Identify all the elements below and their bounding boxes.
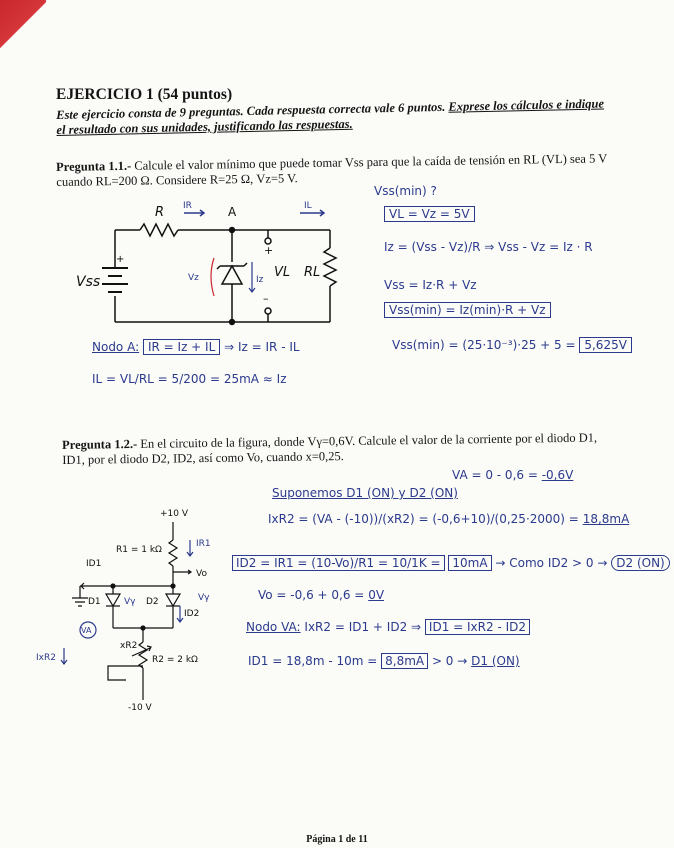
hw-nodo-va-eq: IxR2 = ID1 + ID2 ⇒ — [304, 620, 422, 634]
hw-id2-value: 10mA — [448, 555, 491, 571]
question-1-2-text: En el circuito de la figura, donde Vγ=0,6V. Calcule el valor de la corriente por el diodo D1, ID1, por el diodo D2, ID2, así como Vo, cuando x=0,25. — [62, 430, 598, 467]
label-va: VA — [81, 626, 92, 635]
diode-d1 — [106, 594, 120, 606]
hw-nodo-a-rest: ⇒ Iz = IR - IL — [224, 340, 300, 354]
label-ir: IR — [183, 201, 192, 211]
label-vo: Vo — [196, 569, 207, 579]
hw-ixr2 — [268, 512, 629, 526]
label-r1: R1 = 1 kΩ — [116, 545, 162, 555]
label-vz: Vz — [188, 273, 199, 283]
hw-vss-min-eq: Vss(min) = Iz(min)·R + Vz — [384, 302, 551, 318]
question-1-2-label: Pregunta 1.2.- — [62, 436, 138, 452]
label-id2: ID2 — [184, 609, 200, 619]
label-a: A — [228, 205, 237, 219]
hw-d2-on: D2 (ON) — [611, 555, 669, 571]
circuit-1 — [102, 210, 336, 325]
label-minus-bottom: – — [263, 292, 269, 305]
resistor-r1 — [169, 540, 177, 566]
hw-id1-value: 8,8mA — [381, 653, 428, 669]
hw-vo — [258, 588, 384, 602]
hw-va — [452, 468, 573, 482]
label-minus-10v: -10 V — [128, 703, 152, 713]
intro-underlined: Exprese los cálculos e indique el resultado con sus unidades, justificando las respuestas. — [56, 96, 605, 137]
label-vgamma-2: Vγ — [198, 593, 210, 603]
hw-nodo-a-label: Nodo A: — [92, 340, 140, 354]
diode-d2 — [166, 594, 180, 606]
hw-vo-eq: Vo = -0,6 + 0,6 = — [258, 588, 365, 602]
hw-id2-eq: ID2 = IR1 = (10-Vo)/R1 = 10/1K = — [232, 555, 445, 571]
exercise-title: EJERCICIO 1 (54 puntos) — [56, 86, 233, 103]
zener-diode — [222, 266, 242, 284]
resistor-r — [140, 224, 178, 236]
question-1-1-text: Calcule el valor mínimo que puede tomar Vss para que la caída de tensión en RL (VL) sea 5 V cuando RL=200 Ω. Considere R=25 Ω, Vz=5 V. — [56, 151, 608, 189]
hw-id2-rest: → Como ID2 > 0 → — [495, 556, 608, 570]
hw-id2 — [232, 556, 670, 570]
hw-nodo-va-label: Nodo VA: — [246, 620, 301, 634]
label-iz: Iz — [256, 275, 264, 285]
hw-nodo-a — [92, 340, 300, 354]
intro-plain: Este ejercicio consta de 9 preguntas. Cada respuesta correcta vale 6 puntos. — [56, 99, 446, 122]
hw-vss-eq: Vss = Iz·R + Vz — [384, 278, 477, 292]
hw-nodo-va — [246, 620, 530, 634]
question-1-1-label: Pregunta 1.1.- — [56, 158, 132, 174]
label-ixr2: IxR2 — [36, 653, 56, 663]
resistor-r2 — [139, 642, 147, 668]
hw-vss-value: 5,625V — [579, 337, 632, 353]
hw-supon: Suponemos D1 (ON) y D2 (ON) — [272, 486, 458, 500]
label-vgamma-1: Vγ — [124, 597, 136, 607]
hw-va-eq: VA = 0 - 0,6 = — [452, 468, 538, 482]
label-ir1: IR1 — [196, 539, 211, 549]
hw-d1-on: D1 (ON) — [471, 654, 520, 668]
label-plus-10v: +10 V — [160, 509, 189, 519]
resistor-rl — [324, 248, 336, 286]
label-vl: VL — [274, 265, 291, 280]
label-d2: D2 — [146, 597, 159, 607]
hw-vo-value: 0V — [368, 588, 385, 602]
hw-id1-box: ID1 = IxR2 - ID2 — [425, 619, 530, 635]
hw-vl-eq: VL = Vz = 5V — [384, 206, 475, 222]
label-plus-src: + — [116, 254, 125, 265]
label-d1: D1 — [88, 597, 101, 607]
hw-vss-result-text: Vss(min) = (25·10⁻³)·25 + 5 = — [392, 338, 576, 352]
label-r: R — [155, 205, 165, 220]
label-vss: Vss — [76, 274, 101, 290]
label-id1: ID1 — [86, 559, 102, 569]
hw-ixr2-eq: IxR2 = (VA - (-10))/(xR2) = (-0,6+10)/(0,25·2000) = — [268, 512, 579, 526]
label-xr2: xR2 — [120, 641, 138, 651]
label-r2: R2 = 2 kΩ — [152, 655, 198, 665]
hw-vss-result — [392, 338, 632, 352]
label-plus-top: + — [264, 244, 274, 257]
label-rl: RL — [304, 265, 321, 280]
label-il: IL — [304, 201, 312, 211]
hw-va-value: -0,6V — [541, 468, 574, 482]
hw-iz-eq: Iz = (Vss - Vz)/R ⇒ Vss - Vz = Iz · R — [384, 240, 593, 254]
hw-vss-min: Vss(min) ? — [374, 184, 437, 198]
hw-id1-eq: ID1 = 18,8m - 10m = — [248, 654, 378, 668]
circuit-2-labels — [36, 509, 211, 713]
circuit-1-labels — [76, 201, 320, 305]
page-number: Página 1 de 11 — [306, 834, 368, 845]
hw-il-eq: IL = VL/RL = 5/200 = 25mA ≈ Iz — [92, 372, 287, 386]
hw-id1 — [248, 654, 520, 668]
hw-ixr2-value: 18,8mA — [582, 512, 630, 526]
hw-nodo-a-eq: IR = Iz + IL — [143, 339, 220, 355]
hw-id1-rest: > 0 → — [431, 654, 468, 668]
